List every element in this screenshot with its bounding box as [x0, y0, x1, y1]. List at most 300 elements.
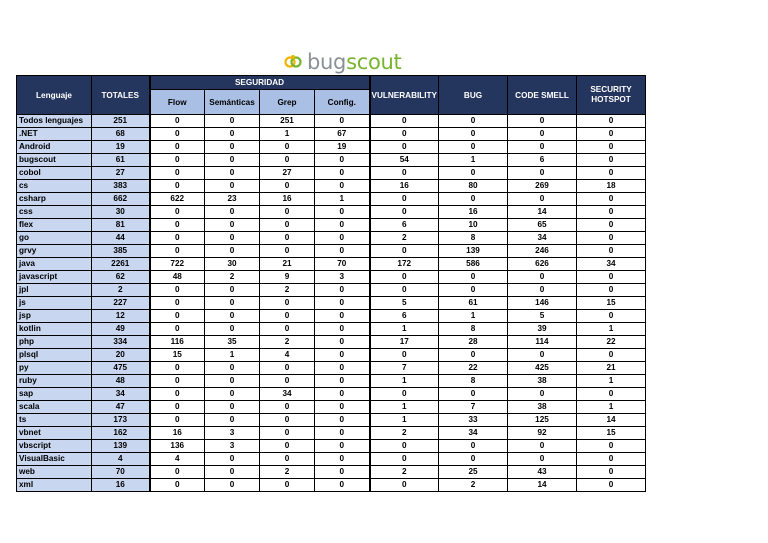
value-cell: 0 — [577, 128, 646, 141]
value-cell: 8 — [439, 323, 508, 336]
table-row — [17, 375, 646, 388]
value-cell: 20 — [92, 349, 150, 362]
value-cell: 0 — [150, 323, 205, 336]
value-cell: 39 — [508, 323, 577, 336]
value-cell: 385 — [92, 245, 150, 258]
bugscout-logo — [282, 50, 401, 74]
table-row — [17, 245, 646, 258]
value-cell: 62 — [92, 271, 150, 284]
value-cell: 0 — [315, 206, 370, 219]
value-cell: 0 — [315, 180, 370, 193]
language-cell: vbnet — [17, 427, 92, 440]
table-row — [17, 258, 646, 271]
value-cell: 0 — [260, 414, 315, 427]
value-cell: 81 — [92, 219, 150, 232]
value-cell: 30 — [92, 206, 150, 219]
value-cell: 65 — [508, 219, 577, 232]
value-cell: 0 — [315, 154, 370, 167]
table-row — [17, 388, 646, 401]
value-cell: 0 — [260, 154, 315, 167]
value-cell: 2 — [370, 232, 439, 245]
value-cell: 6 — [370, 310, 439, 323]
language-findings-table — [16, 75, 646, 492]
table-row — [17, 180, 646, 193]
value-cell: 425 — [508, 362, 577, 375]
value-cell: 1 — [370, 375, 439, 388]
value-cell: 0 — [150, 141, 205, 154]
value-cell: 34 — [260, 388, 315, 401]
value-cell: 34 — [508, 232, 577, 245]
value-cell: 0 — [577, 349, 646, 362]
value-cell: 0 — [205, 479, 260, 492]
value-cell: 0 — [315, 414, 370, 427]
value-cell: 0 — [315, 336, 370, 349]
value-cell: 0 — [150, 167, 205, 180]
value-cell: 0 — [439, 349, 508, 362]
language-cell: ruby — [17, 375, 92, 388]
value-cell: 0 — [315, 440, 370, 453]
value-cell: 92 — [508, 427, 577, 440]
value-cell: 22 — [439, 362, 508, 375]
language-cell: javascript — [17, 271, 92, 284]
table-row — [17, 336, 646, 349]
value-cell: 0 — [439, 388, 508, 401]
value-cell: 70 — [92, 466, 150, 479]
value-cell: 38 — [508, 401, 577, 414]
header-flow: Flow — [150, 90, 205, 115]
header-bug: BUG — [439, 76, 508, 115]
table-row — [17, 479, 646, 492]
value-cell: 0 — [150, 128, 205, 141]
value-cell: 0 — [260, 310, 315, 323]
value-cell: 227 — [92, 297, 150, 310]
language-cell: java — [17, 258, 92, 271]
value-cell: 1 — [577, 323, 646, 336]
value-cell: 5 — [370, 297, 439, 310]
value-cell: 0 — [315, 401, 370, 414]
value-cell: 0 — [205, 414, 260, 427]
language-cell: bugscout — [17, 154, 92, 167]
value-cell: 622 — [150, 193, 205, 206]
value-cell: 9 — [260, 271, 315, 284]
language-cell: jpl — [17, 284, 92, 297]
value-cell: 0 — [150, 245, 205, 258]
value-cell: 2 — [260, 336, 315, 349]
value-cell: 1 — [577, 375, 646, 388]
language-cell: py — [17, 362, 92, 375]
value-cell: 0 — [260, 245, 315, 258]
value-cell: 0 — [315, 375, 370, 388]
language-cell: cs — [17, 180, 92, 193]
value-cell: 7 — [439, 401, 508, 414]
header-code-smell: CODE SMELL — [508, 76, 577, 115]
value-cell: 34 — [577, 258, 646, 271]
table-row — [17, 167, 646, 180]
value-cell: 0 — [315, 479, 370, 492]
value-cell: 0 — [315, 245, 370, 258]
value-cell: 12 — [92, 310, 150, 323]
language-cell: VisualBasic — [17, 453, 92, 466]
value-cell: 25 — [439, 466, 508, 479]
value-cell: 0 — [577, 141, 646, 154]
value-cell: 2 — [205, 271, 260, 284]
value-cell: 173 — [92, 414, 150, 427]
value-cell: 136 — [150, 440, 205, 453]
value-cell: 139 — [439, 245, 508, 258]
value-cell: 2 — [370, 427, 439, 440]
table-row — [17, 427, 646, 440]
value-cell: 0 — [260, 362, 315, 375]
value-cell: 0 — [150, 180, 205, 193]
value-cell: 251 — [92, 115, 150, 128]
value-cell: 47 — [92, 401, 150, 414]
value-cell: 0 — [150, 154, 205, 167]
value-cell: 2261 — [92, 258, 150, 271]
value-cell: 0 — [577, 310, 646, 323]
language-cell: Todos lenguajes — [17, 115, 92, 128]
value-cell: 6 — [508, 154, 577, 167]
value-cell: 0 — [315, 219, 370, 232]
header-vulnerability: VULNERABILITY — [370, 76, 439, 115]
value-cell: 10 — [439, 219, 508, 232]
header-config: Config. — [315, 90, 370, 115]
value-cell: 0 — [370, 167, 439, 180]
value-cell: 0 — [315, 323, 370, 336]
table-row — [17, 206, 646, 219]
value-cell: 0 — [260, 323, 315, 336]
value-cell: 0 — [315, 427, 370, 440]
value-cell: 0 — [439, 284, 508, 297]
value-cell: 0 — [315, 349, 370, 362]
value-cell: 0 — [508, 115, 577, 128]
language-cell: Android — [17, 141, 92, 154]
value-cell: 0 — [260, 440, 315, 453]
table-row — [17, 154, 646, 167]
value-cell: 0 — [577, 193, 646, 206]
value-cell: 6 — [370, 219, 439, 232]
value-cell: 61 — [92, 154, 150, 167]
value-cell: 0 — [508, 453, 577, 466]
value-cell: 0 — [439, 440, 508, 453]
value-cell: 139 — [92, 440, 150, 453]
value-cell: 49 — [92, 323, 150, 336]
value-cell: 0 — [205, 128, 260, 141]
value-cell: 0 — [205, 375, 260, 388]
value-cell: 0 — [439, 271, 508, 284]
language-cell: vbscript — [17, 440, 92, 453]
value-cell: 4 — [150, 453, 205, 466]
value-cell: 0 — [508, 349, 577, 362]
value-cell: 1 — [439, 154, 508, 167]
value-cell: 0 — [150, 115, 205, 128]
value-cell: 0 — [315, 232, 370, 245]
value-cell: 0 — [315, 167, 370, 180]
value-cell: 0 — [260, 206, 315, 219]
value-cell: 0 — [577, 167, 646, 180]
value-cell: 0 — [150, 219, 205, 232]
value-cell: 0 — [577, 232, 646, 245]
value-cell: 0 — [205, 115, 260, 128]
value-cell: 0 — [150, 466, 205, 479]
value-cell: 1 — [439, 310, 508, 323]
value-cell: 1 — [370, 414, 439, 427]
value-cell: 1 — [577, 401, 646, 414]
value-cell: 3 — [315, 271, 370, 284]
value-cell: 0 — [508, 128, 577, 141]
language-cell: flex — [17, 219, 92, 232]
value-cell: 0 — [439, 115, 508, 128]
value-cell: 2 — [370, 466, 439, 479]
language-cell: csharp — [17, 193, 92, 206]
value-cell: 70 — [315, 258, 370, 271]
value-cell: 4 — [260, 349, 315, 362]
value-cell: 0 — [205, 167, 260, 180]
value-cell: 0 — [205, 401, 260, 414]
value-cell: 1 — [260, 128, 315, 141]
value-cell: 16 — [370, 180, 439, 193]
value-cell: 0 — [577, 466, 646, 479]
value-cell: 2 — [92, 284, 150, 297]
value-cell: 15 — [150, 349, 205, 362]
table-row — [17, 141, 646, 154]
table-row — [17, 193, 646, 206]
value-cell: 0 — [439, 453, 508, 466]
value-cell: 21 — [577, 362, 646, 375]
value-cell: 5 — [508, 310, 577, 323]
value-cell: 0 — [260, 141, 315, 154]
value-cell: 662 — [92, 193, 150, 206]
value-cell: 22 — [577, 336, 646, 349]
value-cell: 4 — [92, 453, 150, 466]
value-cell: 0 — [315, 388, 370, 401]
value-cell: 0 — [150, 297, 205, 310]
value-cell: 7 — [370, 362, 439, 375]
value-cell: 0 — [315, 362, 370, 375]
value-cell: 0 — [315, 297, 370, 310]
value-cell: 0 — [508, 284, 577, 297]
language-cell: sap — [17, 388, 92, 401]
value-cell: 2 — [260, 466, 315, 479]
bug-icon — [282, 51, 304, 73]
value-cell: 0 — [577, 219, 646, 232]
value-cell: 383 — [92, 180, 150, 193]
value-cell: 0 — [370, 453, 439, 466]
value-cell: 18 — [577, 180, 646, 193]
value-cell: 0 — [205, 219, 260, 232]
value-cell: 0 — [150, 362, 205, 375]
value-cell: 0 — [205, 284, 260, 297]
language-cell: grvy — [17, 245, 92, 258]
table-body — [17, 115, 646, 492]
value-cell: 0 — [370, 206, 439, 219]
value-cell: 0 — [370, 388, 439, 401]
value-cell: 0 — [260, 427, 315, 440]
language-cell: .NET — [17, 128, 92, 141]
value-cell: 0 — [577, 154, 646, 167]
value-cell: 0 — [150, 401, 205, 414]
value-cell: 0 — [205, 466, 260, 479]
header-security-hotspot: SECURITY HOTSPOT — [577, 76, 646, 115]
value-cell: 67 — [315, 128, 370, 141]
value-cell: 16 — [92, 479, 150, 492]
value-cell: 0 — [577, 453, 646, 466]
value-cell: 33 — [439, 414, 508, 427]
language-cell: cobol — [17, 167, 92, 180]
value-cell: 0 — [577, 115, 646, 128]
value-cell: 0 — [260, 180, 315, 193]
value-cell: 8 — [439, 232, 508, 245]
value-cell: 35 — [205, 336, 260, 349]
value-cell: 0 — [439, 167, 508, 180]
value-cell: 21 — [260, 258, 315, 271]
value-cell: 162 — [92, 427, 150, 440]
value-cell: 0 — [577, 206, 646, 219]
value-cell: 0 — [260, 219, 315, 232]
header-seguridad: SEGURIDAD — [150, 76, 370, 90]
value-cell: 0 — [577, 440, 646, 453]
value-cell: 0 — [205, 362, 260, 375]
value-cell: 0 — [508, 167, 577, 180]
value-cell: 0 — [315, 453, 370, 466]
table-row — [17, 232, 646, 245]
value-cell: 246 — [508, 245, 577, 258]
value-cell: 0 — [205, 206, 260, 219]
value-cell: 30 — [205, 258, 260, 271]
value-cell: 44 — [92, 232, 150, 245]
header-totales: TOTALES — [92, 76, 150, 115]
value-cell: 251 — [260, 115, 315, 128]
value-cell: 0 — [315, 310, 370, 323]
value-cell: 334 — [92, 336, 150, 349]
value-cell: 172 — [370, 258, 439, 271]
value-cell: 0 — [439, 193, 508, 206]
language-cell: web — [17, 466, 92, 479]
table-row — [17, 297, 646, 310]
value-cell: 2 — [260, 284, 315, 297]
value-cell: 1 — [370, 401, 439, 414]
value-cell: 0 — [370, 271, 439, 284]
value-cell: 16 — [150, 427, 205, 440]
value-cell: 0 — [150, 284, 205, 297]
value-cell: 48 — [92, 375, 150, 388]
value-cell: 27 — [92, 167, 150, 180]
value-cell: 3 — [205, 427, 260, 440]
value-cell: 0 — [205, 388, 260, 401]
value-cell: 0 — [260, 479, 315, 492]
value-cell: 0 — [205, 297, 260, 310]
language-cell: js — [17, 297, 92, 310]
value-cell: 0 — [370, 284, 439, 297]
value-cell: 0 — [205, 141, 260, 154]
value-cell: 43 — [508, 466, 577, 479]
value-cell: 14 — [508, 206, 577, 219]
value-cell: 269 — [508, 180, 577, 193]
value-cell: 0 — [508, 141, 577, 154]
language-cell: kotlin — [17, 323, 92, 336]
logo-text: bugscout — [307, 50, 402, 74]
value-cell: 0 — [260, 453, 315, 466]
language-cell: php — [17, 336, 92, 349]
value-cell: 0 — [370, 479, 439, 492]
value-cell: 0 — [315, 284, 370, 297]
value-cell: 0 — [370, 193, 439, 206]
language-cell: xml — [17, 479, 92, 492]
value-cell: 0 — [205, 180, 260, 193]
value-cell: 0 — [508, 440, 577, 453]
value-cell: 0 — [150, 310, 205, 323]
table-row — [17, 115, 646, 128]
header-semanticas: Semánticas — [205, 90, 260, 115]
table-row — [17, 219, 646, 232]
value-cell: 0 — [205, 154, 260, 167]
table-row — [17, 271, 646, 284]
value-cell: 14 — [577, 414, 646, 427]
value-cell: 0 — [508, 388, 577, 401]
header-grep: Grep — [260, 90, 315, 115]
value-cell: 0 — [205, 310, 260, 323]
value-cell: 0 — [150, 375, 205, 388]
value-cell: 80 — [439, 180, 508, 193]
value-cell: 15 — [577, 427, 646, 440]
table-row — [17, 323, 646, 336]
table-row — [17, 362, 646, 375]
language-cell: jsp — [17, 310, 92, 323]
value-cell: 0 — [370, 349, 439, 362]
value-cell: 27 — [260, 167, 315, 180]
value-cell: 2 — [439, 479, 508, 492]
value-cell: 0 — [150, 479, 205, 492]
value-cell: 0 — [260, 375, 315, 388]
header-lenguaje: Lenguaje — [17, 76, 92, 115]
value-cell: 0 — [150, 206, 205, 219]
value-cell: 0 — [370, 141, 439, 154]
value-cell: 114 — [508, 336, 577, 349]
language-cell: scala — [17, 401, 92, 414]
value-cell: 28 — [439, 336, 508, 349]
table-row — [17, 310, 646, 323]
value-cell: 146 — [508, 297, 577, 310]
value-cell: 17 — [370, 336, 439, 349]
table-row — [17, 414, 646, 427]
table-row — [17, 453, 646, 466]
value-cell: 34 — [439, 427, 508, 440]
value-cell: 0 — [508, 271, 577, 284]
table-header — [17, 76, 646, 115]
value-cell: 0 — [577, 388, 646, 401]
value-cell: 0 — [370, 440, 439, 453]
value-cell: 48 — [150, 271, 205, 284]
value-cell: 68 — [92, 128, 150, 141]
value-cell: 61 — [439, 297, 508, 310]
value-cell: 125 — [508, 414, 577, 427]
value-cell: 16 — [260, 193, 315, 206]
value-cell: 0 — [205, 323, 260, 336]
value-cell: 0 — [150, 414, 205, 427]
value-cell: 116 — [150, 336, 205, 349]
value-cell: 14 — [508, 479, 577, 492]
value-cell: 0 — [577, 284, 646, 297]
value-cell: 0 — [577, 245, 646, 258]
table-row — [17, 128, 646, 141]
value-cell: 0 — [370, 128, 439, 141]
value-cell: 0 — [205, 232, 260, 245]
value-cell: 15 — [577, 297, 646, 310]
value-cell: 0 — [508, 193, 577, 206]
value-cell: 0 — [577, 271, 646, 284]
language-cell: ts — [17, 414, 92, 427]
value-cell: 475 — [92, 362, 150, 375]
table-row — [17, 466, 646, 479]
